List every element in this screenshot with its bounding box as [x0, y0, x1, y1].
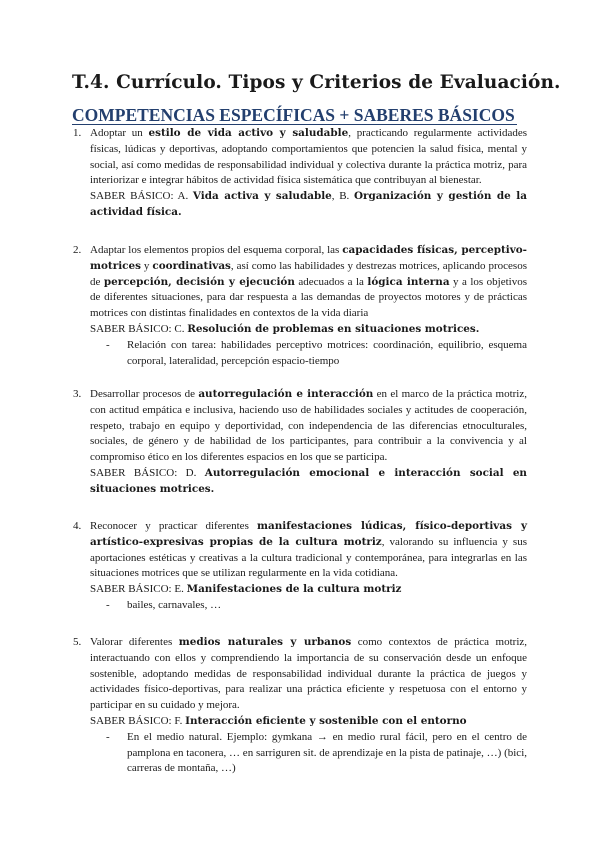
competence-description: Adoptar un estilo de vida activo y saludable, practicando regularmente actividades físicas, lúdicas y deportivas, adoptando comportamientos que potencien la salud física, mental y social, así como medidas de responsabilidad individual y colectiva durante la práctica motriz, para interiorizar e integrar hábitos de actividad física sistemática que contribuyan al bienestar. [90, 127, 528, 187]
bullet-list [90, 730, 527, 777]
saber-basico: SABER BÁSICO: D. Autorregulación emocional e interacción social en situaciones motrices. [90, 466, 527, 495]
bullet-list [90, 598, 527, 614]
list-item: - bailes, carnavales, … [106, 598, 222, 611]
competence-description: Valorar diferentes medios naturales y urbanos como contextos de práctica motriz, interactuando con ellos y comprendiendo la importancia de su conservación desde un enfoque sostenible, adoptando medidas de responsabilidad individual durante la práctica de juegos y actividades físico-deportivas, para realizar una práctica eficiente y respetuosa con el entorno y participar en su cuidado y mejora. [90, 636, 528, 712]
competence-item-4 [73, 519, 527, 614]
competence-item-2 [73, 243, 527, 369]
item-number: 2. [73, 244, 82, 256]
competence-item-3 [73, 387, 527, 498]
list-item: - Relación con tarea: habilidades perceptivo motrices: coordinación, equilibrio, esquema corporal, lateralidad, percepción espacio-tiempo [106, 338, 527, 367]
competence-item-5 [73, 635, 528, 777]
competence-description: Desarrollar procesos de autorregulación e interacción en el marco de la práctica motriz, con actitud empática e inclusiva, haciendo uso de habilidades sociales y actitudes de cooperación, respeto, trabajo en equipo y deportividad, con independencia de las diferencias etnoculturales, sociales, de género y de habilidad de los participantes, para contribuir a la convivencia y al compromiso ético en los diferentes espacios en los que se participa. [90, 388, 527, 464]
heading-underline [72, 124, 517, 125]
item-number: 4. [73, 520, 82, 532]
item-number: 5. [73, 636, 82, 648]
saber-basico: SABER BÁSICO: C. Resolución de problemas en situaciones motrices. [90, 322, 480, 335]
list-item: - En el medio natural. Ejemplo: gymkana → en medio rural fácil, pero en el centro de pamplona en taconera, … en sarriguren sit. de aprendizaje en la pista de patinaje, …) (bici, carreras de montaña, …) [106, 730, 527, 775]
competence-description: Adaptar los elementos propios del esquema corporal, las capacidades físicas, perceptivo-motrices y coordinativas, así como las habilidades y destrezas motrices, aplicando procesos de percepción, decisión y ejecución adecuados a la lógica interna y a los objetivos de diferentes situaciones, para dar respuesta a las demandas de proyectos motores y de prácticas motrices con distintas finalidades en contextos de la vida diaria [90, 244, 527, 320]
page-title: T.4. Currículo. Tipos y Criterios de Evaluación. [72, 72, 561, 93]
section-heading: COMPETENCIAS ESPECÍFICAS + SABERES BÁSICOS [72, 105, 515, 125]
saber-basico: SABER BÁSICO: A. Vida activa y saludable, B. Organización y gestión de la actividad física. [90, 190, 527, 218]
competence-description: Reconocer y practicar diferentes manifestaciones lúdicas, físico-deportivas y artístico-expresivas propias de la cultura motriz, valorando su influencia y sus aportaciones estéticas y creativas a la cultura tradicional y contemporánea, para integrarlas en las situaciones motrices que se utilizan regularmente en la vida cotidiana. [90, 520, 527, 580]
bullet-list [90, 338, 527, 370]
saber-basico: SABER BÁSICO: F. Interacción eficiente y sostenible con el entorno [90, 714, 467, 727]
competence-item-1 [73, 126, 528, 221]
item-number: 1. [73, 127, 82, 139]
saber-basico: SABER BÁSICO: E. Manifestaciones de la cultura motriz [90, 583, 402, 596]
item-number: 3. [73, 388, 82, 400]
